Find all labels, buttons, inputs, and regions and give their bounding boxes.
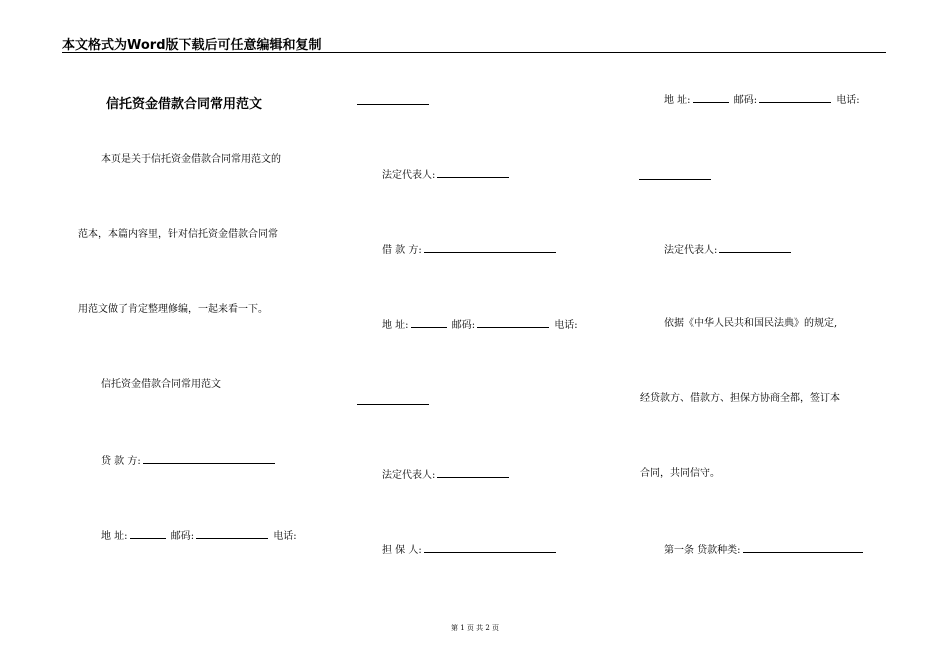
postcode-blank	[759, 92, 831, 103]
header-title: 本文格式为Word版下载后可任意编辑和复制	[62, 38, 322, 53]
phone-label: 电话:	[554, 320, 578, 331]
address-blank	[130, 528, 166, 539]
postcode-label: 邮码:	[451, 320, 476, 331]
guarantor-row	[382, 542, 558, 558]
legal-rep-2-row	[382, 467, 511, 483]
guarantor-label: 担 保 人:	[382, 545, 422, 556]
address-label: 地 址:	[101, 531, 128, 542]
article-1-label: 第一条 贷款种类:	[664, 545, 741, 556]
postcode-blank	[477, 317, 549, 328]
document-title: 信托资金借款合同常用范文	[106, 97, 263, 112]
basis-line-2: 经贷款方、借款方、担保方协商全都，签订本	[640, 393, 840, 404]
intro-line-3: 用范文做了肯定整理修编，一起来看一下。	[78, 304, 268, 315]
legal-rep-label: 法定代表人:	[382, 470, 436, 481]
phone-continuation-blank	[357, 403, 429, 405]
address-blank	[693, 92, 729, 103]
borrower-address-row	[382, 317, 578, 333]
intro-line-1: 本页是关于信托资金借款合同常用范文的	[101, 154, 281, 165]
address-label: 地 址:	[664, 95, 691, 106]
legal-rep-blank	[719, 242, 791, 253]
lender-address-row	[101, 528, 297, 544]
legal-rep-blank	[437, 467, 509, 478]
intro-line-2: 范本，本篇内容里，针对信托资金借款合同常	[78, 229, 278, 240]
basis-line-3: 合同，共同信守。	[640, 468, 720, 479]
address-blank	[411, 317, 447, 328]
loan-type-blank	[743, 542, 863, 553]
page-number: 第 1 页 共 2 页	[450, 624, 500, 632]
phone-label: 电话:	[836, 95, 860, 106]
postcode-label: 邮码:	[170, 531, 195, 542]
legal-rep-label: 法定代表人:	[664, 245, 718, 256]
legal-rep-1-row	[382, 167, 511, 183]
lender-label: 贷 款 方:	[101, 456, 141, 467]
page-header	[62, 34, 886, 53]
legal-rep-label: 法定代表人:	[382, 170, 436, 181]
phone-continuation-blank	[639, 178, 711, 180]
article-1-row	[664, 542, 865, 558]
postcode-blank	[196, 528, 268, 539]
borrower-row	[382, 242, 558, 258]
guarantor-blank	[424, 542, 556, 553]
borrower-label: 借 款 方:	[382, 245, 422, 256]
basis-line-1: 依据《中华人民共和国民法典》的规定,	[664, 318, 838, 329]
address-label: 地 址:	[382, 320, 409, 331]
lender-blank	[143, 453, 275, 464]
borrower-blank	[424, 242, 556, 253]
guarantor-address-row	[664, 92, 860, 108]
legal-rep-blank	[437, 167, 509, 178]
phone-label: 电话:	[273, 531, 297, 542]
postcode-label: 邮码:	[733, 95, 758, 106]
guarantor-legal-rep-row	[664, 242, 793, 258]
subtitle: 信托资金借款合同常用范文	[101, 379, 221, 390]
lender-row	[101, 453, 277, 469]
phone-continuation-blank	[357, 103, 429, 105]
